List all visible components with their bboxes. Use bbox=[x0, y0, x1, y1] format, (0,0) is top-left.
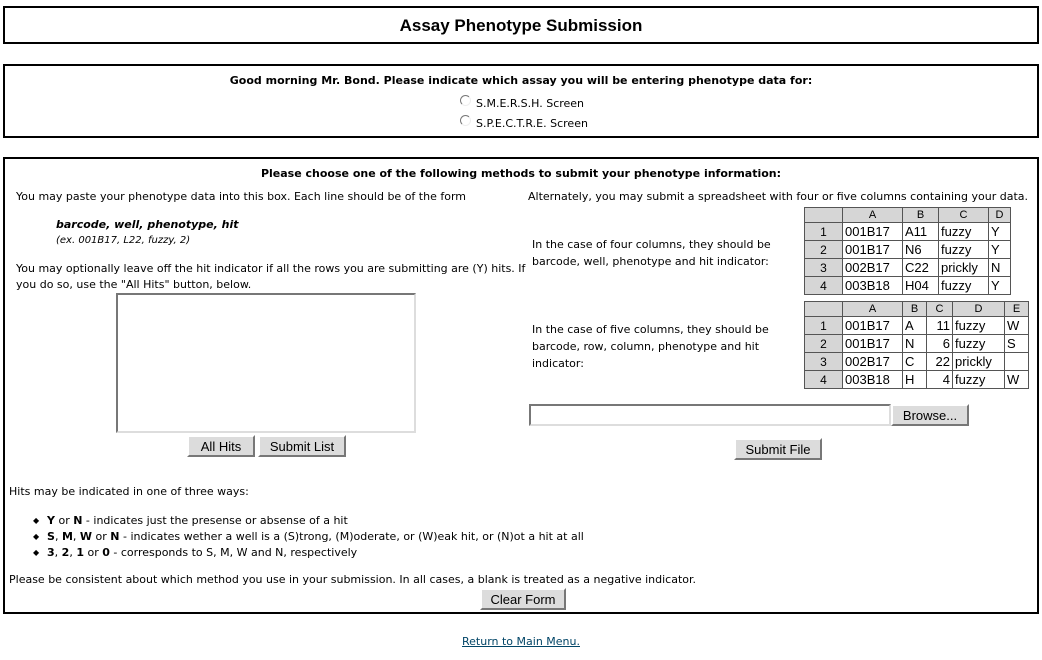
table-cell: fuzzy bbox=[953, 371, 1005, 389]
table-cell: prickly bbox=[939, 259, 989, 277]
clear-form-button[interactable]: Clear Form bbox=[480, 588, 566, 610]
table-cell: N6 bbox=[903, 241, 939, 259]
hits-intro: Hits may be indicated in one of three ways: bbox=[9, 485, 249, 498]
hit-format-smwn: ◆ S, M, W or N - indicates wether a well is a (S)trong, (M)oderate, or (W)eak hit, or (N)ot a hit at all bbox=[33, 530, 584, 543]
column-header: A bbox=[843, 208, 903, 223]
table-cell: H04 bbox=[903, 277, 939, 295]
title-box bbox=[3, 6, 1039, 44]
hit-formats-list bbox=[33, 513, 584, 561]
table-row bbox=[805, 371, 1029, 389]
optional-hit-text-2: you do so, use the "All Hits" button, below. bbox=[16, 278, 252, 291]
table-row bbox=[805, 241, 1011, 259]
code: W bbox=[79, 530, 93, 543]
hit-format-numeric: ◆ 3, 2, 1 or 0 - corresponds to S, M, W and N, respectively bbox=[33, 546, 358, 559]
column-header: B bbox=[903, 302, 927, 317]
code: 3 bbox=[47, 546, 55, 559]
table-cell: 001B17 bbox=[843, 317, 903, 335]
table-cell: 003B18 bbox=[843, 277, 903, 295]
methods-heading: Please choose one of the following methods to submit your phenotype information: bbox=[260, 167, 782, 180]
table-header-row bbox=[805, 302, 1029, 317]
table-cell: A11 bbox=[903, 223, 939, 241]
row-number: 1 bbox=[805, 317, 843, 335]
table-cell: 003B18 bbox=[843, 371, 903, 389]
table-cell: 001B17 bbox=[843, 223, 903, 241]
table-cell: 11 bbox=[927, 317, 953, 335]
code: 0 bbox=[102, 546, 110, 559]
column-header: E bbox=[1005, 302, 1029, 317]
column-header: D bbox=[953, 302, 1005, 317]
five-col-text-2: barcode, row, column, phenotype and hit bbox=[532, 340, 760, 353]
smersh-label: S.M.E.R.S.H. Screen bbox=[476, 97, 585, 110]
table-cell: W bbox=[1005, 371, 1029, 389]
table-cell: H bbox=[903, 371, 927, 389]
table-cell: fuzzy bbox=[953, 317, 1005, 335]
spectre-radio[interactable] bbox=[460, 115, 471, 126]
table-cell: fuzzy bbox=[953, 335, 1005, 353]
row-number: 2 bbox=[805, 335, 843, 353]
five-col-text-1: In the case of five columns, they should be bbox=[532, 323, 769, 336]
optional-hit-text-1: You may optionally leave off the hit indicator if all the rows you are submitting are (Y) hits. If bbox=[16, 262, 526, 275]
four-column-example-table bbox=[804, 207, 1011, 295]
column-header: A bbox=[843, 302, 903, 317]
paste-example: (ex. 001B17, L22, fuzzy, 2) bbox=[56, 235, 191, 246]
table-cell: S bbox=[1005, 335, 1029, 353]
row-number: 3 bbox=[805, 353, 843, 371]
table-header-row bbox=[805, 208, 1011, 223]
code: S bbox=[47, 530, 55, 543]
row-number: 2 bbox=[805, 241, 843, 259]
greeting-text: Good morning Mr. Bond. Please indicate which assay you will be entering phenotype data for: bbox=[229, 74, 813, 87]
corner-cell bbox=[805, 208, 843, 223]
spectre-label: S.P.E.C.T.R.E. Screen bbox=[476, 117, 588, 130]
column-header: D bbox=[989, 208, 1011, 223]
assay-option-spectre[interactable] bbox=[460, 117, 588, 130]
paste-format: barcode, well, phenotype, hit bbox=[56, 218, 239, 231]
return-to-main-menu-link[interactable]: Return to Main Menu. bbox=[462, 635, 580, 648]
four-col-text-2: barcode, well, phenotype and hit indicator: bbox=[532, 255, 769, 268]
five-col-description bbox=[532, 321, 769, 372]
table-cell: N bbox=[989, 259, 1011, 277]
table-cell bbox=[1005, 353, 1029, 371]
page-title: Assay Phenotype Submission bbox=[399, 16, 643, 35]
table-cell: W bbox=[1005, 317, 1029, 335]
table-row bbox=[805, 223, 1011, 241]
submission-methods-panel bbox=[3, 157, 1039, 614]
hit-format-yn: ◆ Y or N - indicates just the presense or absense of a hit bbox=[33, 514, 348, 527]
code: M bbox=[61, 530, 73, 543]
all-hits-button[interactable]: All Hits bbox=[187, 435, 255, 457]
table-cell: prickly bbox=[953, 353, 1005, 371]
code: Y bbox=[47, 514, 55, 527]
bullet-icon: ◆ bbox=[33, 548, 40, 557]
column-header: B bbox=[903, 208, 939, 223]
table-cell: 001B17 bbox=[843, 335, 903, 353]
table-cell: A bbox=[903, 317, 927, 335]
table-cell: 001B17 bbox=[843, 241, 903, 259]
table-cell: 002B17 bbox=[843, 259, 903, 277]
corner-cell bbox=[805, 302, 843, 317]
code: 1 bbox=[76, 546, 84, 559]
smersh-radio[interactable] bbox=[460, 95, 471, 106]
assay-selection-panel bbox=[3, 64, 1039, 138]
browse-button[interactable]: Browse... bbox=[891, 404, 969, 426]
code: N bbox=[73, 514, 83, 527]
row-number: 3 bbox=[805, 259, 843, 277]
table-row bbox=[805, 259, 1011, 277]
bullet-icon: ◆ bbox=[33, 532, 40, 541]
table-cell: C22 bbox=[903, 259, 939, 277]
table-row bbox=[805, 317, 1029, 335]
table-cell: Y bbox=[989, 241, 1011, 259]
table-cell: N bbox=[903, 335, 927, 353]
column-header: C bbox=[939, 208, 989, 223]
table-cell: 22 bbox=[927, 353, 953, 371]
five-col-text-3: indicator: bbox=[532, 357, 584, 370]
five-column-example-table bbox=[804, 301, 1029, 389]
table-row bbox=[805, 353, 1029, 371]
table-cell: C bbox=[903, 353, 927, 371]
four-col-text-1: In the case of four columns, they should be bbox=[532, 238, 771, 251]
submit-list-button[interactable]: Submit List bbox=[258, 435, 346, 457]
table-cell: 4 bbox=[927, 371, 953, 389]
table-row bbox=[805, 335, 1029, 353]
code: 2 bbox=[61, 546, 70, 559]
phenotype-paste-textarea[interactable] bbox=[116, 293, 416, 433]
table-cell: 002B17 bbox=[843, 353, 903, 371]
consistency-note: Please be consistent about which method you use in your submission. In all cases, a blank is treated as a negative indicator. bbox=[9, 573, 697, 586]
file-intro: Alternately, you may submit a spreadsheet with four or five columns containing your data. bbox=[528, 190, 1028, 203]
paste-intro: You may paste your phenotype data into this box. Each line should be of the form bbox=[16, 190, 466, 203]
submit-file-button[interactable]: Submit File bbox=[734, 438, 822, 460]
row-number: 1 bbox=[805, 223, 843, 241]
column-header: C bbox=[927, 302, 953, 317]
bullet-icon: ◆ bbox=[33, 516, 40, 525]
assay-option-smersh[interactable] bbox=[460, 97, 584, 110]
table-cell: fuzzy bbox=[939, 277, 989, 295]
row-number: 4 bbox=[805, 371, 843, 389]
hit-format-description: - indicates just the presense or absense of a hit bbox=[82, 514, 348, 527]
hit-format-description: - indicates wether a well is a (S)trong, (M)oderate, or (W)eak hit, or (N)ot a hit at all bbox=[119, 530, 584, 543]
hit-format-description: - corresponds to S, M, W and N, respectively bbox=[109, 546, 358, 559]
table-row bbox=[805, 277, 1011, 295]
code: N bbox=[110, 530, 120, 543]
table-cell: fuzzy bbox=[939, 223, 989, 241]
table-cell: Y bbox=[989, 223, 1011, 241]
table-cell: 6 bbox=[927, 335, 953, 353]
table-cell: fuzzy bbox=[939, 241, 989, 259]
spreadsheet-file-input[interactable] bbox=[529, 404, 891, 426]
table-cell: Y bbox=[989, 277, 1011, 295]
row-number: 4 bbox=[805, 277, 843, 295]
four-col-description bbox=[532, 236, 771, 270]
